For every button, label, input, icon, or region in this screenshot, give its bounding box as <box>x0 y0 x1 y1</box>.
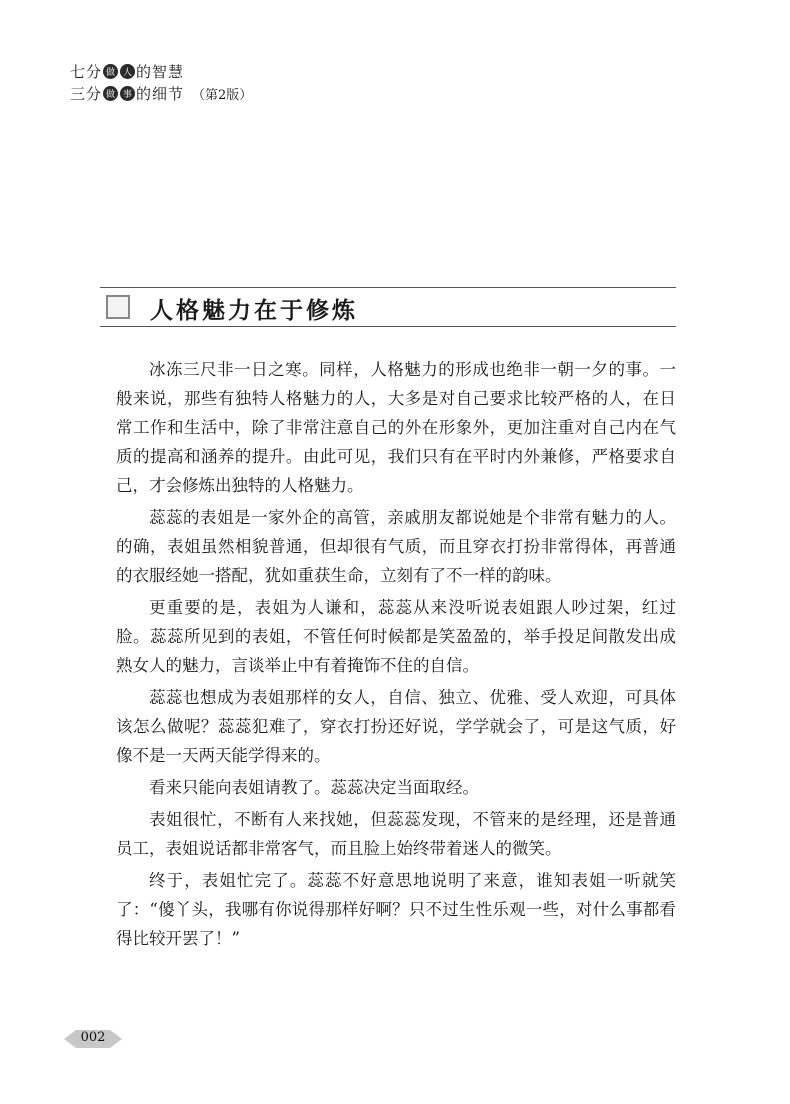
page-number-badge <box>64 1028 122 1050</box>
heading-rule-bottom <box>100 326 676 327</box>
section-heading <box>100 287 676 327</box>
square-bullet-icon <box>106 295 130 319</box>
header-text: 的细节 <box>136 84 185 103</box>
header-circle-char: 做 <box>103 86 118 101</box>
page-number: 002 <box>80 1030 106 1045</box>
heading-rule-top <box>100 287 676 288</box>
header-line-1 <box>70 60 252 82</box>
paragraph: 蕊蕊也想成为表姐那样的女人，自信、独立、优雅、受人欢迎，可具体该怎么做呢？蕊蕊犯难了，穿衣打扮还好说，学学就会了，可是这气质，好像不是一天两天能学得来的。 <box>116 688 676 765</box>
section-title: 人格魅力在于修炼 <box>150 298 358 324</box>
paragraph: 看来只能向表姐请教了。蕊蕊决定当面取经。 <box>149 778 479 797</box>
header-edition: （第2版） <box>192 87 253 103</box>
running-header <box>70 60 252 104</box>
paragraph: 表姐很忙，不断有人来找她，但蕊蕊发现，不管来的是经理，还是普通员工，表姐说话都非常客气，而且脸上始终带着迷人的微笑。 <box>116 810 676 858</box>
header-line-2 <box>70 82 252 104</box>
paragraph: 蕊蕊的表姐是一家外企的高管，亲戚朋友都说她是个非常有魅力的人。的确，表姐虽然相貌普通，但却很有气质，而且穿衣打扮非常得体，再普通的衣服经她一搭配，犹如重获生命，立刻有了不一样的韵味。 <box>116 508 676 585</box>
header-text: 的智慧 <box>136 62 185 81</box>
body-text <box>116 355 676 956</box>
paragraph: 冰冻三尺非一日之寒。同样，人格魅力的形成也绝非一朝一夕的事。一般来说，那些有独特人格魅力的人，大多是对自己要求比较严格的人，在日常工作和生活中，除了非常注意自己的外在形象外，更加注重对自己内在气质的提高和涵养的提升。由此可见，我们只有在平时内外兼修，严格要求自己，才会修炼出独特的人格魅力。 <box>116 360 676 495</box>
header-circle-char: 人 <box>120 64 135 79</box>
header-text: 三分 <box>70 84 103 103</box>
header-circle-char: 事 <box>120 86 135 101</box>
paragraph: 终于，表姐忙完了。蕊蕊不好意思地说明了来意，谁知表姐一听就笑了：“傻丫头，我哪有你说得那样好啊？只不过生性乐观一些，对什么事都看得比较开罢了！” <box>116 871 676 948</box>
header-text: 七分 <box>70 62 103 81</box>
paragraph: 更重要的是，表姐为人谦和，蕊蕊从来没听说表姐跟人吵过架，红过脸。蕊蕊所见到的表姐，不管任何时候都是笑盈盈的，举手投足间散发出成熟女人的魅力，言谈举止中有着掩饰不住的自信。 <box>116 598 676 675</box>
header-circle-char: 做 <box>103 64 118 79</box>
